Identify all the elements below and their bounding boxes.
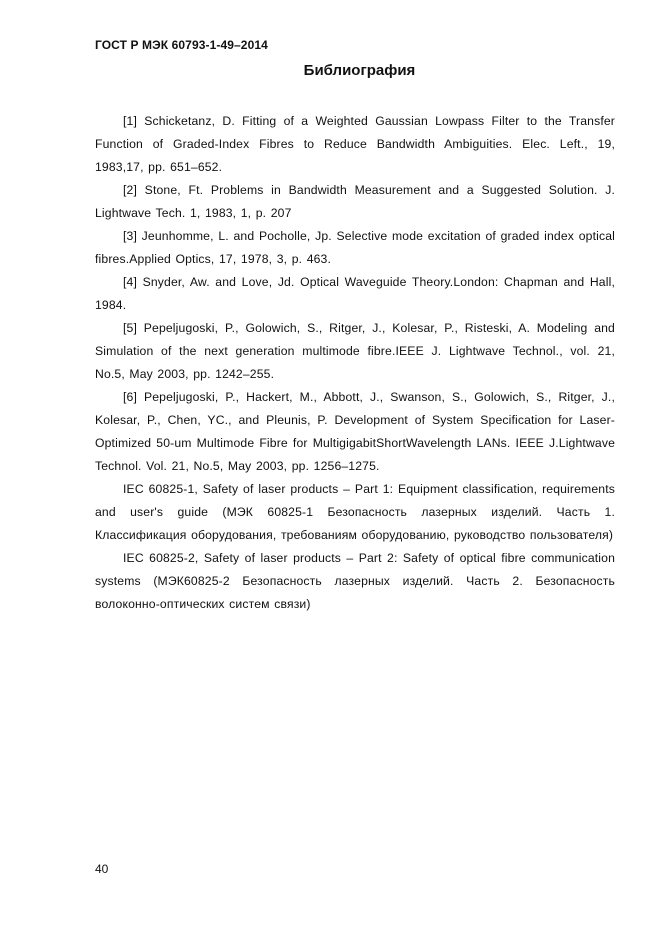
- standard-code-header: ГОСТ Р МЭК 60793-1-49–2014: [95, 38, 268, 52]
- bibliography-entry: [1] Schicketanz, D. Fitting of a Weighted Gaussian Lowpass Filter to the Transfer Function of Graded-Index Fibres to Reduce Bandwidth Ambiguities. Elec. Left., 19, 1983,17, pp. 651–652.: [95, 114, 615, 174]
- bibliography-entry: [6] Pepeljugoski, P., Hackert, M., Abbott, J., Swanson, S., Golowich, S., Ritger, J., Kolesar, P., Chen, YC., and Pleunis, P. Development of System Specification for Laser-Optimized 50-um Multimode Fibre for MultigigabitShortWavelength LANs. IEEE J.Lightwave Technol. Vol. 21, No.5, May 2003, pp. 1256–1275.: [95, 390, 615, 473]
- bibliography-entry: [4] Snyder, Aw. and Love, Jd. Optical Waveguide Theory.London: Chapman and Hall, 1984.: [95, 275, 615, 312]
- bibliography-entry: IEC 60825-2, Safety of laser products – Part 2: Safety of optical fibre communication systems (МЭК60825-2 Безопасность лазерных изделий. Часть 2. Безопасность волоконно-оптических систем связи): [95, 551, 615, 611]
- page-number: 40: [95, 862, 109, 876]
- bibliography-entry: [2] Stone, Ft. Problems in Bandwidth Measurement and a Suggested Solution. J. Lightwave Tech. 1, 1983, 1, p. 207: [95, 183, 615, 220]
- bibliography-entry: [3] Jeunhomme, L. and Pocholle, Jp. Selective mode excitation of graded index optical fibres.Applied Optics, 17, 1978, 3, p. 463.: [95, 229, 615, 266]
- page-title: Библиография: [303, 62, 416, 79]
- bibliography-entry: IEC 60825-1, Safety of laser products – Part 1: Equipment classification, requirements and user's guide (МЭК 60825-1 Безопасность лазерных изделий. Часть 1. Классификация оборудования, требованиям оборудованию, руководство пользователя): [95, 482, 615, 542]
- bibliography-entry: [5] Pepeljugoski, P., Golowich, S., Ritger, J., Kolesar, P., Risteski, A. Modeling and Simulation of the next generation multimode fibre.IEEE J. Lightwave Technol., vol. 21, No.5, May 2003, pp. 1242–255.: [95, 321, 615, 381]
- bibliography-list: [95, 110, 615, 616]
